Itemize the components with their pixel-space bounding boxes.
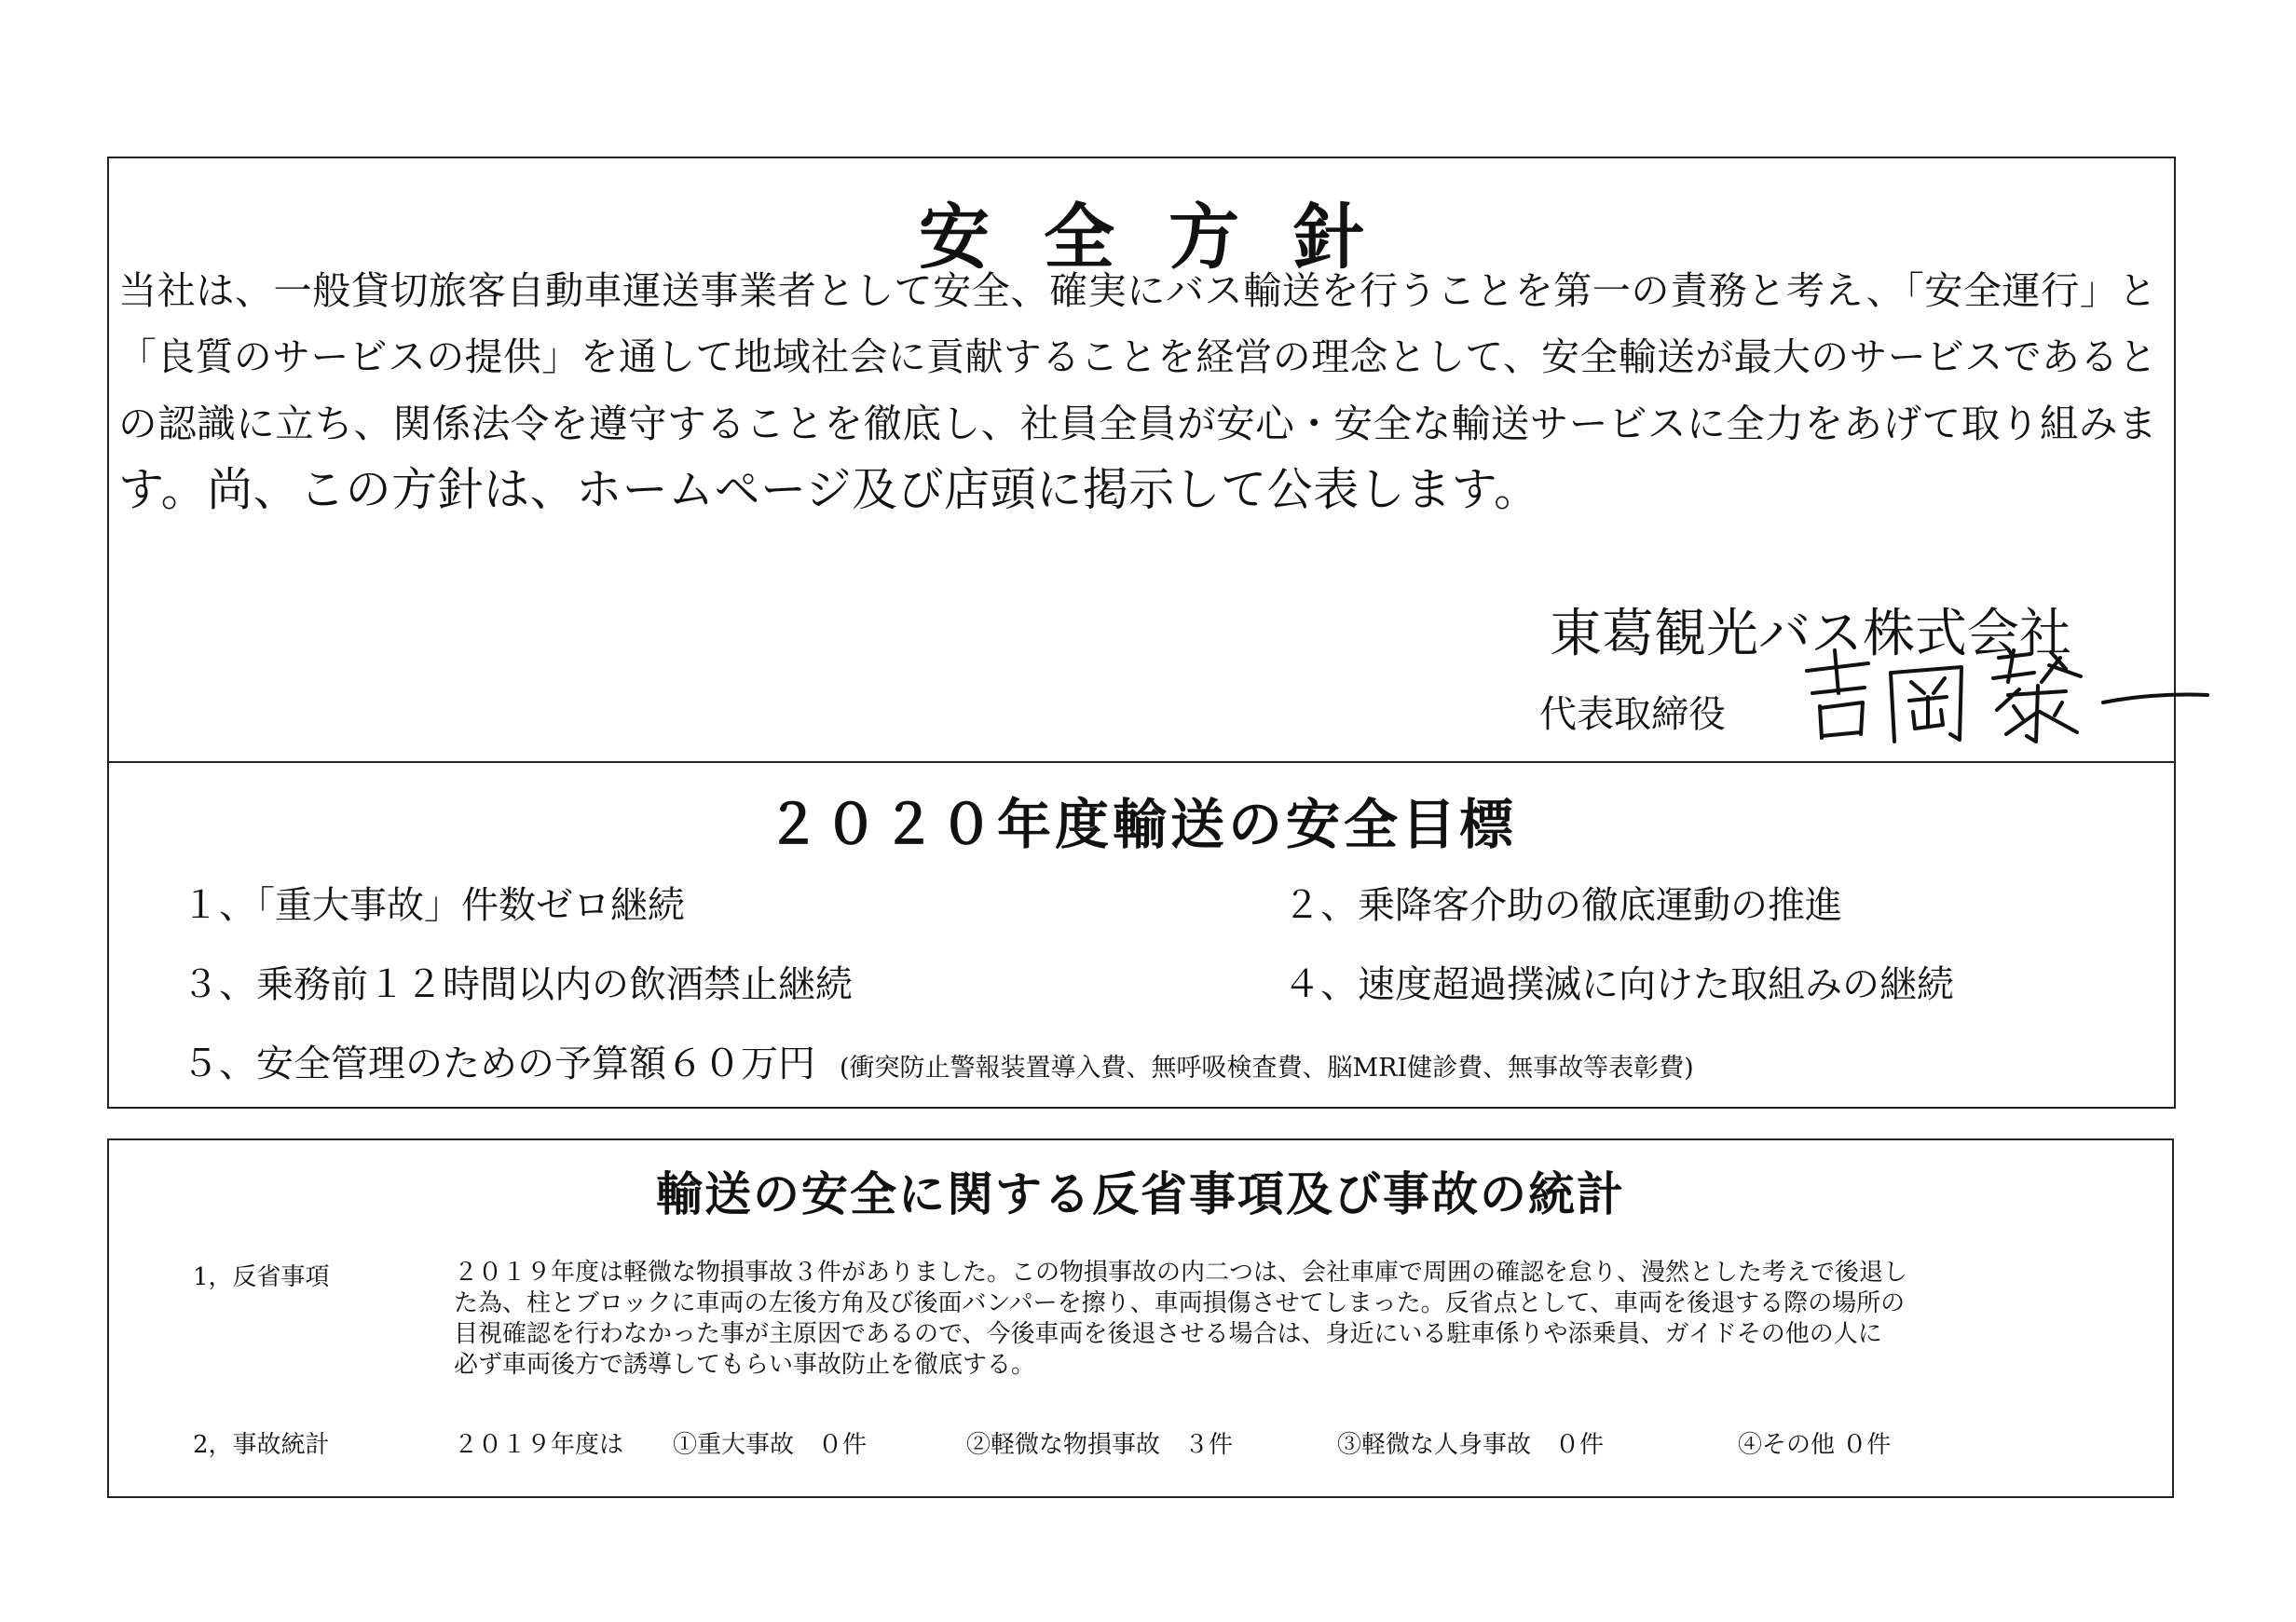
reflection-text bbox=[454, 1258, 2131, 1381]
goals-title: ２０２０年度輸送の安全目標 bbox=[765, 793, 1517, 856]
stats-item: ③軽微な人身事故 ０件 bbox=[1337, 1431, 1605, 1459]
reflection-line: 必ず車両後方で誘導してもらい事故防止を徹底する。 bbox=[454, 1351, 1036, 1379]
policy-line: す。尚、この方針は、ホームページ及び店頭に掲示して公表します。 bbox=[118, 463, 1540, 516]
review-box bbox=[107, 1138, 2174, 1498]
safety-policy-box bbox=[107, 157, 2176, 1109]
policy-title: 安全方針 bbox=[919, 196, 1418, 279]
policy-line: 「良質のサービスの提供」を通して地域社会に貢献することを経営の理念として、安全輸送が最大のサービスであると bbox=[118, 334, 2157, 379]
section-divider bbox=[109, 761, 2174, 763]
goal-item bbox=[182, 1034, 1694, 1087]
representative-title: 代表取締役 bbox=[1539, 693, 1726, 736]
goal-item: ３、乗務前１２時間以内の飲酒禁止継続 bbox=[182, 963, 853, 1006]
review-title: 輸送の安全に関する反省事項及び事故の統計 bbox=[656, 1167, 1625, 1221]
goal-item: １、「重大事故」件数ゼロ継続 bbox=[182, 884, 685, 927]
reflection-line: ２０１９年度は軽微な物損事故３件がありました。この物損事故の内二つは、会社車庫で周囲の確認を怠り、漫然とした考えで後退し bbox=[454, 1259, 1908, 1287]
reflection-label: 1，反省事項 bbox=[193, 1263, 330, 1291]
stats-item: ②軽微な物損事故 ３件 bbox=[966, 1431, 1234, 1459]
stats-year: ２０１９年度は bbox=[454, 1431, 624, 1459]
handwritten-signature bbox=[1786, 645, 2215, 756]
reflection-line: た為、柱とブロックに車両の左後方角及び後面バンパーを擦り、車両損傷させてしまった。反省点として、車両を後退する際の場所の bbox=[454, 1289, 1906, 1317]
policy-line: の認識に立ち、関係法令を遵守することを徹底し、社員全員が安心・安全な輸送サービスに全力をあげて取り組みま bbox=[118, 401, 2158, 446]
policy-body bbox=[118, 258, 2165, 523]
stats-item: ④その他 ０件 bbox=[1738, 1431, 1892, 1459]
goal-item-note: (衝突防止警報装置導入費、無呼吸検査費、脳MRI健診費、無事故等表彰費) bbox=[840, 1054, 1694, 1083]
reflection-line: 目視確認を行わなかった事が主原因であるので、今後車両を後退させる場合は、身近にいる駐車係りや添乗員、ガイドその他の人に bbox=[454, 1320, 1882, 1348]
goal-item-text: ５、安全管理のための予算額６０万円 bbox=[182, 1043, 815, 1085]
goal-item: ２、乗降客介助の徹底運動の推進 bbox=[1283, 884, 1842, 927]
stats-label: 2，事故統計 bbox=[193, 1431, 330, 1459]
policy-line: 当社は、一般貸切旅客自動車運送事業者として安全、確実にバス輸送を行うことを第一の責務と考え、「安全運行」と bbox=[118, 268, 2158, 313]
goal-item: ４、速度超過撲滅に向けた取組みの継続 bbox=[1283, 963, 1954, 1006]
company-name: 東葛観光バス株式会社 bbox=[1550, 604, 2071, 664]
stats-item: ①重大事故 ０件 bbox=[673, 1431, 868, 1459]
